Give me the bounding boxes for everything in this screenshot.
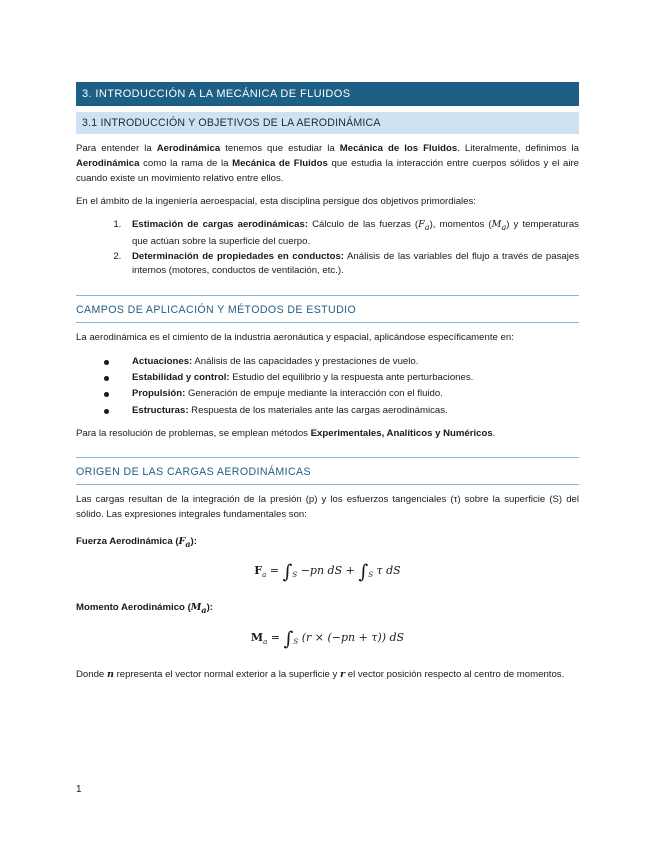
moment-letter: M [491, 219, 502, 231]
force-label-text: Fuerza Aerodinámica ( [76, 535, 179, 547]
objective-text: Cálculo de las fuerzas ( [308, 219, 419, 231]
applications-heading: CAMPOS DE APLICACIÓN Y MÉTODOS DE ESTUDIO [76, 295, 579, 322]
closing-text: Donde [76, 668, 107, 680]
list-item [124, 355, 579, 370]
methods-text: Para la resolución de problemas, se emplean métodos [76, 427, 311, 439]
list-item [124, 371, 579, 386]
origin-heading: ORIGEN DE LAS CARGAS AERODINÁMICAS [76, 457, 579, 484]
item-text: Respuesta de los materiales ante las cargas aerodinámicas. [188, 404, 448, 416]
item-text: Análisis de las capacidades y prestaciones de vuelo. [192, 355, 419, 367]
moment-label-symbol [190, 602, 207, 616]
intro-paragraph [76, 142, 579, 187]
position-vector-symbol: r [340, 668, 346, 680]
list-item [124, 387, 579, 402]
eq-lhs: M [250, 630, 264, 644]
moment-label-text: Momento Aerodinámico ( [76, 602, 191, 614]
integral-sign: ∫ [358, 560, 369, 583]
moment-label-end: ): [206, 602, 213, 614]
objective-text: ) y temperaturas que actúan sobre la superficie del cuerpo. [132, 219, 579, 247]
objective-text: Análisis de las variables del flujo a través de pasajes internos (motores, conductos de ventilación, etc.). [132, 250, 579, 277]
objective-text: ), momentos ( [429, 219, 492, 231]
integral-sign: ∫ [282, 560, 293, 583]
objectives-intro: En el ámbito de la ingeniería aeroespacial, esta disciplina persigue dos objetivos primordiales: [76, 195, 476, 207]
force-label-symbol [179, 536, 191, 547]
origin-intro: Las cargas resultan de la integración de la presión (p) y los esfuerzos tangenciales (τ) sobre la superficie (S) del sólido. Las expresiones integrales fundamentales son: [76, 493, 579, 520]
normal-vector-symbol: n [106, 668, 114, 680]
intro-bold-4: Mecánica de Fluidos [232, 157, 328, 169]
list-item [124, 218, 579, 249]
force-label-end: ): [190, 535, 197, 547]
item-title: Propulsión: [132, 388, 186, 400]
integral-sign: ∫ [283, 627, 294, 650]
force-letter: F [418, 219, 425, 231]
closing-paragraph [76, 668, 579, 683]
methods-bold: Experimentales, Analíticos y Numéricos [310, 427, 493, 439]
force-label-subscript: a [185, 538, 191, 549]
methods-end: . [492, 427, 496, 439]
intro-bold-2: Mecánica de los Fluidos [339, 143, 458, 154]
item-title: Estabilidad y control: [132, 371, 230, 383]
force-label [76, 535, 579, 550]
integral-domain: S [292, 570, 298, 579]
integral-domain: S [368, 570, 374, 579]
objectives-list [76, 218, 579, 279]
item-text: Generación de empuje mediante la interacción con el fluido. [185, 388, 443, 400]
applications-list [76, 355, 579, 419]
eq-term: τ dS [373, 563, 401, 577]
eq-term: (r × (−pn + τ)) dS [298, 630, 405, 644]
objective-title: Estimación de cargas aerodinámicas: [132, 219, 309, 231]
item-title: Actuaciones: [132, 355, 193, 367]
integral-domain: S [293, 637, 299, 646]
eq-term: −pn dS + [297, 563, 359, 577]
moment-symbol [491, 219, 507, 233]
intro-bold-3: Aerodinámica [76, 157, 140, 169]
section-heading: 3.1 INTRODUCCIÓN Y OBJETIVOS DE LA AERODINÁMICA [76, 112, 579, 134]
intro-text-3: . Literalmente, definimos la [457, 143, 579, 154]
moment-label [76, 601, 579, 616]
item-text: Estudio del equilibrio y la respuesta ante perturbaciones. [229, 371, 474, 383]
eq-lhs-sub: a [262, 570, 267, 579]
force-equation [76, 558, 579, 587]
item-title: Estructuras: [132, 404, 189, 416]
eq-equals: = [267, 630, 284, 644]
force-subscript: a [424, 223, 430, 233]
intro-bold-1: Aerodinámica [156, 143, 221, 154]
intro-text-5: que estudia la interacción entre cuerpos sólidos y el aire cuando existe un movimiento relativo entre ellos. [76, 157, 579, 184]
force-symbol [418, 219, 430, 233]
closing-text: representa el vector normal exterior a la superficie y [113, 668, 341, 680]
moment-equation [76, 625, 579, 654]
force-label-letter: F [178, 535, 186, 547]
page-number: 1 [76, 784, 82, 795]
objective-title: Determinación de propiedades en conductos: [132, 250, 344, 262]
applications-intro: La aerodinámica es el cimiento de la industria aeronáutica y espacial, aplicándose específicamente en: [76, 331, 514, 343]
intro-text-4: como la rama de la [139, 157, 233, 169]
moment-label-subscript: a [201, 605, 207, 616]
eq-lhs: F [254, 563, 263, 577]
list-item [124, 404, 579, 419]
moment-subscript: a [501, 223, 507, 233]
intro-text-1: Para entender la [76, 143, 157, 154]
closing-text: el vector posición respecto al centro de momentos. [345, 668, 565, 680]
eq-lhs-sub: a [263, 637, 268, 646]
list-item [124, 250, 579, 280]
methods-paragraph [76, 427, 579, 442]
chapter-heading: 3. INTRODUCCIÓN A LA MECÁNICA DE FLUIDOS [76, 82, 579, 106]
moment-label-letter: M [190, 602, 202, 614]
eq-equals: = [266, 563, 283, 577]
intro-text-2: tenemos que estudiar la [220, 143, 340, 154]
page-content [76, 82, 579, 683]
